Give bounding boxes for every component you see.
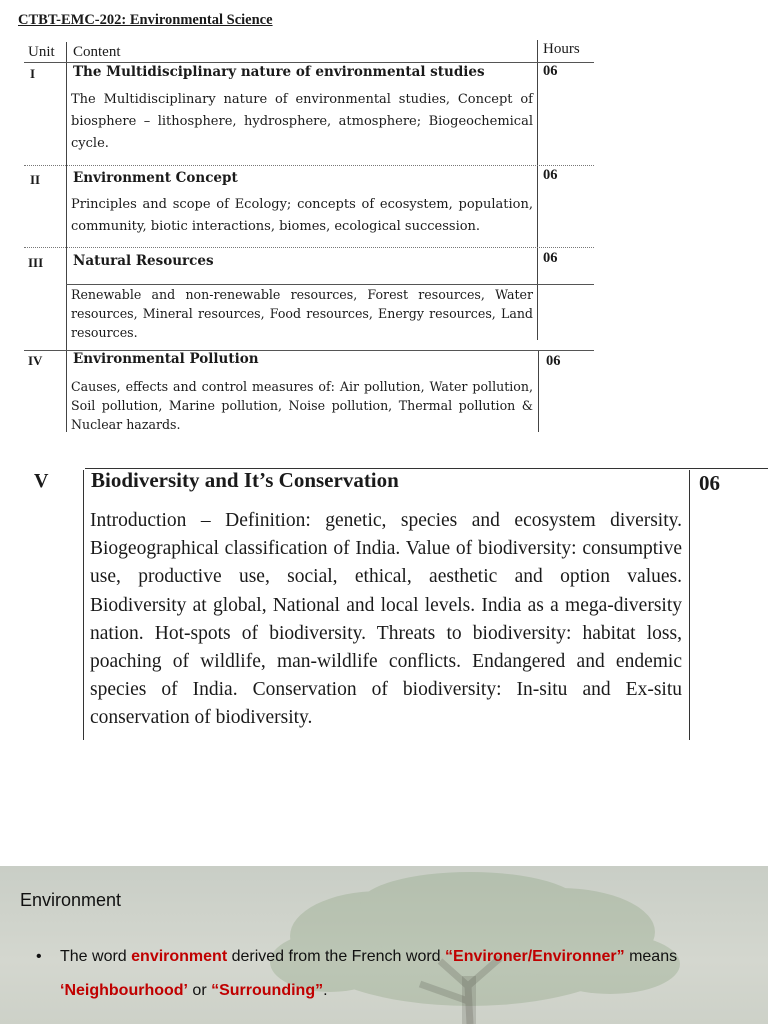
highlight-french-word: “Environer/Environner”: [445, 948, 625, 965]
unit-hours: 06: [543, 250, 558, 266]
unit-title: Environmental Pollution: [73, 351, 259, 367]
column-divider: [83, 470, 84, 740]
highlight-surrounding: “Surrounding”: [211, 982, 324, 999]
row-divider: [690, 468, 768, 469]
unit-hours: 06: [543, 167, 558, 183]
unit-description: Principles and scope of Ecology; concepts of ecosystem, population, community, biotic interactions, biomes, ecological succession.: [71, 197, 533, 234]
unit-number: IV: [28, 353, 43, 368]
unit-title: Biodiversity and It’s Conservation: [91, 468, 399, 492]
unit-description: The Multidisciplinary nature of environmental studies, Concept of biosphere – lithosphere, hydrosphere, atmosphere; Biogeochemical cycle.: [71, 92, 533, 151]
slide-title: Environment: [20, 890, 122, 910]
slide-panel: [0, 866, 768, 1024]
unit-hours: 06: [543, 63, 558, 79]
unit-number: III: [28, 255, 44, 270]
unit-title: The Multidisciplinary nature of environmental studies: [73, 64, 485, 80]
header-content: Content: [73, 44, 121, 60]
document-title: CTBT-EMC-202: Environmental Science: [18, 12, 273, 28]
unit-hours: 06: [699, 471, 720, 495]
highlight-neighbourhood: ‘Neighbourhood’: [60, 982, 188, 999]
highlight-environment: environment: [131, 948, 228, 965]
unit-number: II: [30, 172, 41, 187]
unit-title: Natural Resources: [73, 253, 214, 269]
column-divider: [689, 470, 690, 740]
unit-v-block: [0, 460, 768, 750]
row-divider: [24, 247, 594, 248]
bullet-text-part: or: [187, 982, 212, 999]
header-hours: Hours: [543, 41, 580, 57]
unit-description: Renewable and non-renewable resources, Forest resources, Water resources, Mineral resources, Food resources, Energy resources, Land resources.: [71, 287, 533, 340]
row-divider: [24, 62, 594, 63]
row-divider: [24, 165, 594, 166]
unit-number: I: [30, 66, 36, 81]
unit-description: Causes, effects and control measures of: Air pollution, Water pollution, Soil pollution, Marine pollution, Noise pollution, Thermal pollution & Nuclear hazards.: [71, 379, 533, 432]
bullet-text-part: derived from the French word: [227, 948, 446, 965]
unit-number: V: [34, 470, 49, 492]
bullet-text-part: The word: [60, 948, 132, 965]
column-divider: [538, 350, 539, 432]
unit-title: Environment Concept: [73, 170, 238, 186]
header-unit: Unit: [28, 44, 55, 60]
column-divider: [66, 42, 67, 432]
column-divider: [537, 40, 538, 340]
bullet-text-part: .: [323, 982, 328, 999]
bullet-dot: •: [36, 948, 42, 965]
unit-hours: 06: [546, 353, 561, 369]
syllabus-table: [0, 0, 768, 440]
bullet-text-part: means: [624, 948, 678, 965]
unit-description: Introduction – Definition: genetic, species and ecosystem diversity. Biogeographical classification of India. Value of biodiversity: consumptive use, productive use, social, ethical, aesthetic and option values. Biodiversity at global, National and local levels. India as a mega-diversity nation. Hot-spots of biodiversity. Threats to biodiversity: habitat loss, poaching of wildlife, man-wildlife conflicts. Endangered and endemic species of India. Conservation of biodiversity: In-situ and Ex-situ conservation of biodiversity.: [90, 510, 682, 729]
bullet-text: [60, 940, 750, 1008]
